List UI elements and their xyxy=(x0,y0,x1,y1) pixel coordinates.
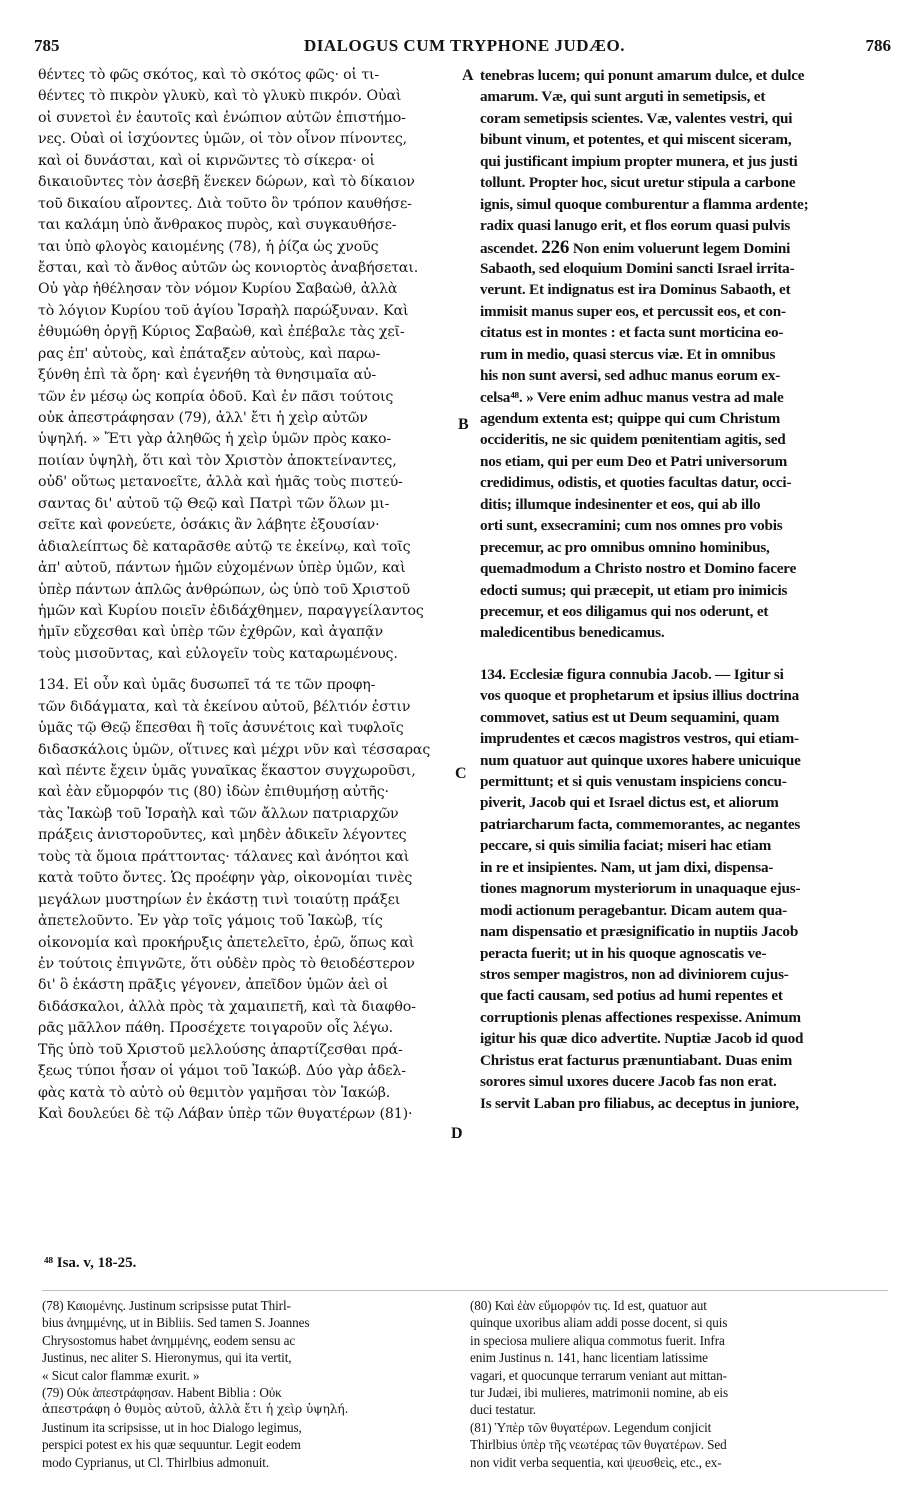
greek-line: ἔσται, καὶ τὸ ἄνθος αὐτῶν ὡς κονιορτὸς ἀναβήσεται. xyxy=(38,259,419,276)
latin-line: credidimus, odistis, et quoties facultas datur, occi- xyxy=(480,474,792,492)
greek-line: σεῖτε καὶ φονεύετε, ὁσάκις ἂν λάβητε ἐξουσίαν· xyxy=(38,517,380,534)
latin-line: radix quasi lanugo erit, et flos eorum quasi pulvis xyxy=(480,217,791,235)
greek-line: καὶ οἱ δυνάσται, καὶ οἱ κιρνῶντες τὸ σίκερα· οἱ xyxy=(38,152,375,169)
page-number-left: 785 xyxy=(34,36,60,55)
footnote-line: non vidit verba sequentia, καὶ ψευσθεὶς, etc., ex- xyxy=(470,1454,722,1470)
footnote-divider xyxy=(42,1290,888,1291)
footnote-line: in speciosa muliere aliqua commotus fuerit. Infra xyxy=(470,1332,725,1348)
greek-line: ρας ἐπ' αὐτοὺς, καὶ ἐπάταξεν αὐτοὺς, καὶ παρω- xyxy=(38,345,381,362)
latin-line: in re et insipientes. Nam, ut jam dixi, dispensa- xyxy=(480,858,774,876)
greek-line: ται καλάμη ὑπὸ ἄνθρακος πυρὸς, καὶ συγκαυθήσε- xyxy=(38,217,397,234)
latin-line: edocti sumus; qui præcepit, ut etiam pro inimicis xyxy=(480,581,788,599)
marginal-page-number: 226 xyxy=(541,236,570,258)
greek-line: τοὺς τὰ ὅμοια πράττοντας· τάλανες καὶ ἀνόητοι καὶ xyxy=(38,848,410,865)
footnotes-left xyxy=(42,1297,457,1471)
greek-line: ὑψηλή. » Ἔτι γὰρ ἀληθῶς ἡ χεὶρ ὑμῶν πρὸς κακο- xyxy=(38,431,392,448)
latin-line: vos quoque et prophetarum et ipsius illius doctrina xyxy=(480,687,800,705)
greek-line: οὐδ' οὕτως μετανοεῖτε, ἀλλὰ καὶ ἡμᾶς τοὺς πιστεύ- xyxy=(38,474,403,491)
latin-line: orti sunt, exsecramini; cum nos omnes pro vobis xyxy=(480,517,783,535)
margin-letter-d: D xyxy=(451,1125,463,1142)
greek-line: ποιίαν ὑψηλὴ, ὅτι καὶ τὸν Χριστὸν ἀποκτείναντες, xyxy=(38,452,397,469)
greek-line: οὐκ ἀπεστράφησαν (79), ἀλλ' ἔτι ἡ χεὶρ αὐτῶν xyxy=(38,410,368,426)
footnote-line: (80) Καὶ ἐὰν εὔμορφόν τις. Id est, quatuor aut xyxy=(470,1298,707,1313)
latin-line: permittunt; et si quis venustam inspiciens concu- xyxy=(480,773,787,790)
footnote-line: modo Cyprianus, ut Cl. Thirlbius admonuit. xyxy=(42,1454,270,1470)
page-number-right: 786 xyxy=(865,36,891,55)
footnote-line: vagari, et quocunque terrarum veniant aut mittan- xyxy=(470,1367,727,1383)
latin-line: piverit, Jacob qui et Israel dictus est, et aliorum xyxy=(480,794,779,812)
footnotes-right xyxy=(470,1297,888,1471)
paragraph-gap xyxy=(480,644,888,654)
greek-line: σαντας δι' αὐτοῦ τῷ Θεῷ καὶ Πατρὶ τῶν ὅλων μι- xyxy=(38,495,390,512)
greek-line: δικαιοῦντες τὸν ἀσεβῆ ἕνεκεν δώρων, καὶ τὸ δίκαιον xyxy=(38,174,415,191)
greek-line: δι' ὃ ἑκάστη πρᾶξις γέγονεν, ἀπεῖδον ὑμῶν ἀεὶ οἱ xyxy=(38,977,389,994)
latin-line: his non sunt aversi, sed adhuc manus eorum ex- xyxy=(480,367,781,385)
latin-line: bibunt vinum, et potentes, et qui miscent siceram, xyxy=(480,131,792,149)
latin-line-start: ascendet. xyxy=(480,239,538,257)
footnote-line: (81) Ὑπὲρ τῶν θυγατέρων. Legendum conjicit xyxy=(470,1419,712,1435)
footnote-line: « Sicut calor flammæ exurit. » xyxy=(42,1367,200,1383)
latin-line-end: Non enim voluerunt legem Domini xyxy=(572,239,791,257)
greek-line: νες. Οὐαὶ οἱ ἰσχύοντες ὑμῶν, οἱ τὸν οἶνον πίνοντες, xyxy=(38,131,408,148)
greek-line: οἱ συνετοὶ ἐν ἑαυτοῖς καὶ ἐνώπιον αὐτῶν ἐπιστήμο- xyxy=(38,109,406,126)
greek-line: Οὐ γὰρ ἠθέλησαν τὸν νόμον Κυρίου Σαβαὼθ, ἀλλὰ xyxy=(38,281,398,298)
footnote-line: tur Judæi, ibi mulieres, matrimonii nomine, ab eis xyxy=(470,1384,728,1400)
footnote-line: enim Justinus n. 141, hanc licentiam latissime xyxy=(470,1350,708,1366)
latin-line xyxy=(480,237,888,258)
footnote-line: duci testatur. xyxy=(470,1402,536,1418)
greek-line: ρᾶς μᾶλλον πάθη. Προσέχετε τοιγαροῦν οἷς λέγω. xyxy=(38,1020,393,1037)
latin-line: igitur his quæ dico advertite. Nuptiæ Jacob id quod xyxy=(480,1030,804,1048)
greek-line: πράξεις ἀνιστοροῦντες, καὶ μηδὲν ἀδικεῖν λέγοντες xyxy=(38,827,407,844)
latin-line: amarum. Væ, qui sunt arguti in semetipsis, et xyxy=(480,88,766,106)
running-title: DIALOGUS CUM TRYPHONE JUDÆO. xyxy=(304,36,625,55)
greek-line: τὸ λόγιον Κυρίου τοῦ ἁγίου Ἰσραὴλ παρώξυναν. Καὶ xyxy=(38,302,409,319)
latin-line: stros semper magistros, non ad diviniorem cujus- xyxy=(480,965,789,983)
latin-line: quemadmodum a Christo nostro et Domino facere xyxy=(480,560,797,578)
greek-line: Καὶ δουλεύει δὲ τῷ Λάβαν ὑπὲρ τῶν θυγατέρων (81)· xyxy=(38,1106,413,1122)
greek-line: φὰς κατὰ τὸ αὐτὸ οὐ θεμιτὸν γαμῆσαι τὸν Ἰακώβ. xyxy=(38,1084,391,1101)
greek-line: ὑπὲρ πάντων ἁπλῶς ἀνθρώπων, ὡς ὑπὸ τοῦ Χριστοῦ xyxy=(38,581,410,598)
latin-line: occideritis, ne sic quidem pœnitentiam agitis, sed xyxy=(480,431,786,449)
greek-line: τοὺς μισοῦντας, καὶ εὐλογεῖν τοὺς καταρωμένους. xyxy=(38,645,398,662)
latin-line: nos etiam, qui per eum Deo et Patri universorum xyxy=(480,452,788,470)
footnote-line: Chrysostomus habet ἀνημμένης, eodem sensu ac xyxy=(42,1332,296,1348)
greek-line: ἐν τούτοις ἐπιγνῶτε, ὅτι οὐδὲν πρὸς τὸ θειοδέστερον xyxy=(38,955,415,972)
latin-line: immisit manus super eos, et percussit eos, et con- xyxy=(480,302,786,320)
latin-line: coram semetipsis scientes. Væ, valentes vestri, qui xyxy=(480,109,793,127)
greek-line: διδασκάλοις ὑμῶν, οἵτινες καὶ μέχρι νῦν καὶ τέσσαρας xyxy=(38,741,431,758)
greek-line: ἀδιαλείπτως δὲ καταρᾶσθε αὐτῷ τε ἐκείνῳ, καὶ τοῖς xyxy=(38,538,411,555)
greek-line: ἡμῶν καὶ Κυρίου ποιεῖν ἐδιδάχθημεν, παραγγείλαντος xyxy=(38,602,424,619)
latin-line: 134. Ecclesiæ figura connubia Jacob. — Igitur si xyxy=(480,665,784,683)
latin-line: precemur, et eos diligamus qui nos oderunt, et xyxy=(480,602,769,620)
greek-line: τὰς Ἰακὼβ τοῦ Ἰσραὴλ καὶ τῶν ἄλλων πατριαρχῶν xyxy=(38,805,399,822)
latin-line: que facti causam, sed potius ad humi repentes et xyxy=(480,987,783,1005)
latin-line: ignis, simul quoque comburentur a flamma ardente; xyxy=(480,195,809,213)
latin-line: Is servit Laban pro filiabus, ac deceptus in juniore, xyxy=(480,1094,799,1112)
greek-line: θέντες τὸ πικρὸν γλυκὺ, καὶ τὸ γλυκὺ πικρόν. Οὐαὶ xyxy=(38,88,402,105)
latin-line: verunt. Et indignatus est ira Dominus Sabaoth, et xyxy=(480,281,791,299)
footnote-line: Thirlbius ὑπὲρ τῆς νεωτέρας τῶν θυγατέρων. Sed xyxy=(470,1437,727,1453)
greek-line: τῶν ἐν μέσῳ ὡς κοπρία ὁδοῦ. Καὶ ἐν πᾶσι τούτοις xyxy=(38,388,394,405)
latin-line: celsa⁴⁸. » Vere enim adhuc manus vestra ad male xyxy=(480,388,784,406)
latin-column xyxy=(480,65,888,1114)
page-header xyxy=(34,36,891,58)
latin-line: Christus erat facturus prænuntiabant. Duas enim xyxy=(480,1051,793,1069)
greek-line: οἰκονομία καὶ προκήρυξις ἀπετελεῖτο, ἐρῶ, ὅπως καὶ xyxy=(38,934,415,951)
greek-line: τῶν διδάγματα, καὶ τὰ ἐκείνου αὐτοῦ, βέλτιόν ἐστιν xyxy=(38,698,411,715)
latin-line: commovet, satius est ut Deum sequamini, quam xyxy=(480,708,780,726)
footnote-line: perspici potest ex his quæ sequuntur. Legit eodem xyxy=(42,1437,301,1453)
latin-line: qui justificant impium propter munera, et jus justi xyxy=(480,152,798,170)
latin-line: precemur, ac pro omnibus omnino hominibus, xyxy=(480,538,770,556)
footnote-line: bius ἀνημμένης, ut in Bibliis. Sed tamen S. Joannes xyxy=(42,1315,310,1331)
latin-line: tenebras lucem; qui ponunt amarum dulce, et dulce xyxy=(480,67,805,84)
footnote-line: Justinus, nec aliter S. Hieronymus, qui ita vertit, xyxy=(42,1350,292,1366)
greek-line: τοῦ δικαίου αἴροντες. Διὰ τοῦτο ὃν τρόπον καυθήσε- xyxy=(38,195,412,212)
greek-line: ἐθυμώθη ὀργῇ Κύριος Σαβαὼθ, καὶ ἐπέβαλε τὰς χεῖ- xyxy=(38,324,405,341)
latin-line: peccare, si quis similia faciat; miseri hac etiam xyxy=(480,837,772,855)
greek-line: ἀπ' αὐτοῦ, πάντων ἡμῶν εὐχομένων ὑπὲρ ὑμῶν, καὶ xyxy=(38,560,406,577)
latin-line: agendum extenta est; quippe qui cum Christum xyxy=(480,410,781,427)
paragraph-gap xyxy=(480,654,888,664)
greek-line: 134. Εἰ οὖν καὶ ὑμᾶς δυσωπεῖ τά τε τῶν προφη- xyxy=(38,677,376,694)
latin-line: corruptionis plenas affectiones respexisse. Animum xyxy=(480,1008,801,1026)
greek-line: καὶ ἐὰν εὔμορφόν τις (80) ἰδὼν ἐπιθυμήσῃ αὐτῆς· xyxy=(38,784,389,801)
footnote-line: ἀπεστράφη ὁ θυμὸς αὐτοῦ, ἀλλὰ ἔτι ἡ χεὶρ ὑψηλή. xyxy=(42,1402,349,1417)
latin-line: rum in medio, quasi stercus viæ. Et in omnibus xyxy=(480,345,776,363)
latin-line: num quatuor aut quinque uxores habere unicuique xyxy=(480,751,801,769)
paragraph-gap xyxy=(38,665,460,675)
footnote-line: (79) Οὐκ ἀπεστράφησαν. Habent Biblia : Οὐκ xyxy=(42,1384,282,1400)
greek-line: ἡμῖν εὔχεσθαι καὶ ὑπὲρ τῶν ἐχθρῶν, καὶ ἀγαπᾷν xyxy=(38,624,383,641)
footnote-line: (78) Καιομένης. Justinum scripsisse putat Thirl- xyxy=(42,1298,291,1313)
latin-line: ditis; illumque indesinenter et eos, qui ab illo xyxy=(480,495,761,513)
latin-line: modi actionum peragebantur. Dicam autem qua- xyxy=(480,901,788,919)
margin-letter-b: B xyxy=(458,416,469,433)
greek-line: ται ὑπὸ φλογὸς καιομένης (78), ἡ ῥίζα ὡς χνοῦς xyxy=(38,238,379,255)
greek-line: ὑμᾶς τῷ Θεῷ ἕπεσθαι ἢ τοῖς ἀσυνέτοις καὶ τυφλοῖς xyxy=(38,720,404,737)
margin-letter-a: A xyxy=(462,67,474,84)
greek-line: Τῆς ὑπὸ τοῦ Χριστοῦ μελλούσης ἀπαρτίζεσθαι πρά- xyxy=(38,1041,403,1058)
latin-line: peracta fuerit; ut in his quoque agnoscatis ve- xyxy=(480,944,767,962)
latin-line: imprudentes et cæcos magistros vestros, qui etiam- xyxy=(480,730,799,748)
margin-letter-c: C xyxy=(455,765,467,782)
latin-line: citatus est in montes : et facta sunt morticina eo- xyxy=(480,324,784,342)
greek-line: μεγάλων μυστηρίων ἐν ἑκάστῃ τινὶ τοιαύτῃ πράξει xyxy=(38,891,401,908)
latin-line: sorores simul uxores ducere Jacob fas non erat. xyxy=(480,1073,777,1091)
greek-line: ἀπετελοῦντο. Ἐν γὰρ τοῖς γάμοις τοῦ Ἰακὼβ, τίς xyxy=(38,913,383,930)
greek-line: κατὰ τοῦτο ὄντες. Ὡς προέφην γὰρ, οἰκονομίαι τινὲς xyxy=(38,870,413,887)
greek-line: καὶ πέντε ἔχειν ὑμᾶς γυναῖκας ἕκαστον συγχωροῦσι, xyxy=(38,763,416,779)
latin-line: Sabaoth, sed eloquium Domini sancti Israel irrita- xyxy=(480,259,795,277)
greek-line: θέντες τὸ φῶς σκότος, καὶ τὸ σκότος φῶς· οἱ τι- xyxy=(38,67,380,83)
latin-line: tollunt. Propter hoc, sicut uretur stipula a carbone xyxy=(480,174,796,192)
scripture-reference: ⁴⁸ Isa. v, 18-25. xyxy=(44,1255,137,1271)
greek-line: ξεως τύποι ἦσαν οἱ γάμοι τοῦ Ἰακώβ. Δύο γὰρ ἀδελ- xyxy=(38,1063,406,1080)
latin-line: patriarcharum facta, commemorantes, ac negantes xyxy=(480,815,801,833)
greek-column xyxy=(38,65,460,1125)
footnote-line: quinque uxoribus aliam addi posse docent, si quis xyxy=(470,1315,728,1331)
footnote-line: Justinum ita scripsisse, ut in hoc Dialogo legimus, xyxy=(42,1419,302,1435)
latin-line: maledicentibus benedicamus. xyxy=(480,624,665,642)
greek-line: διδάσκαλοι, ἀλλὰ πρὸς τὰ χαμαιπετῆ, καὶ τὰ διαφθο- xyxy=(38,998,416,1015)
latin-line: nam dispensatio et præsignificatio in nuptiis Jacob xyxy=(480,923,799,941)
greek-line: ξύνθη ἐπὶ τὰ ὄρη· καὶ ἐγενήθη τὰ θνησιμαῖα αὐ- xyxy=(38,367,377,384)
latin-line: tiones magnorum mysteriorum in unaquaque ejus- xyxy=(480,880,801,898)
